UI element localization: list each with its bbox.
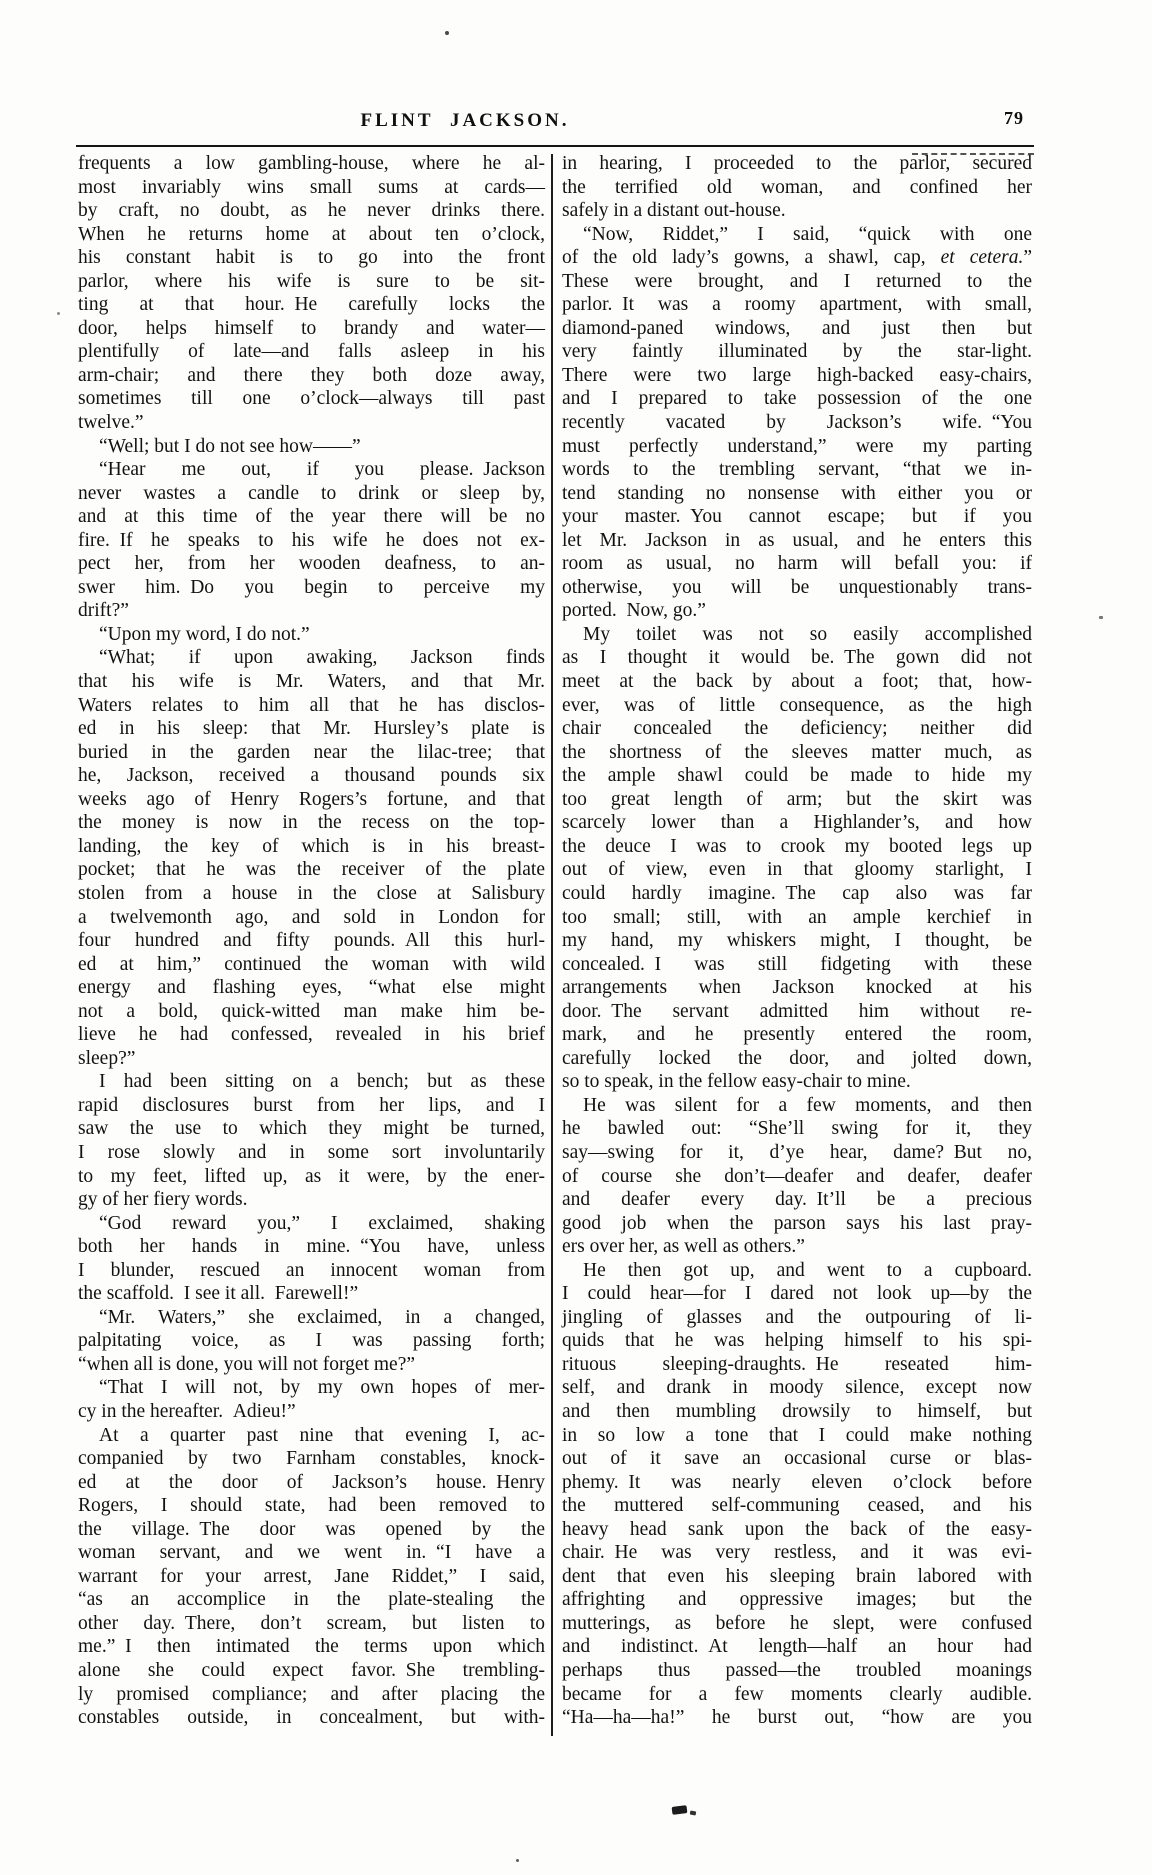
text-line: door, helps himself to brandy and water— [78,317,545,339]
text-line: ting at that hour. He carefully locks the [78,294,545,316]
text-line: arrangements when Jackson knocked at his [562,977,1032,999]
text-line: jingling of glasses and the outpouring of li- [562,1306,1032,1328]
text-line: frequents a low gambling-house, where he al- [78,153,545,174]
text-line: sleep?” [78,1047,136,1069]
text-line: tend standing no nonsense with either you or [562,482,1032,504]
text-line: parlor. It was a roomy apartment, with small, [562,294,1032,316]
text-line: dent that even his sleeping brain labored with [562,1565,1032,1587]
text-line: alone she could expect favor. She trembling- [78,1660,545,1681]
text-line: saw the use to which they might be turned, [78,1118,545,1140]
text-line: meet at the back by about a foot; that, how- [562,671,1032,693]
text-line: “Well; but I do not see how——” [99,435,361,457]
text-line: “Now, Riddet,” I said, “quick with one [583,223,1032,245]
text-line: palpitating voice, as I was passing forth; [78,1330,545,1352]
text-line: carefully locked the door, and jolted down, [562,1047,1032,1069]
text-line: let Mr. Jackson in as usual, and he enters this [562,529,1032,551]
text-line: parlor, where his wife is sure to be sit- [78,270,545,292]
text-line: pect her, from her wooden deafness, to an- [78,553,545,575]
text-line: “Ha—ha—ha!” he burst out, “how are you [562,1707,1032,1729]
text-line: gy of her fiery words. [78,1189,248,1211]
text-line: “God reward you,” I exclaimed, shaking [99,1212,545,1234]
text-line: the ample shawl could be made to hide my [562,765,1032,787]
text-line: words to the trembling servant, “that we in- [562,459,1032,481]
text-line: and indistinct. At length—half an hour had [562,1636,1032,1658]
text-line: diamond-paned windows, and just then but [562,317,1032,339]
text-line: to my feet, lifted up, as it were, by the ener- [78,1165,545,1187]
text-line: and at this time of the year there will be no [78,506,545,528]
text-line: rituous sleeping-draughts. He reseated him- [562,1353,1032,1375]
text-line: as I thought it would be. The gown did not [562,647,1032,669]
text-line: of course she don’t—deafer and deafer, deafer [562,1165,1032,1187]
text-line: swer him. Do you begin to perceive my [78,576,545,598]
text-line: chair. He was very restless, and it was evi- [562,1542,1032,1564]
ink-blot [672,1805,688,1815]
text-line: of the old lady’s gowns, a shawl, cap, et cetera.” [562,247,1032,269]
text-line: drift?” [78,600,129,622]
text-line: out of it save an occasional curse or blas- [562,1448,1032,1470]
text-line: a twelvemonth ago, and sold in London for [78,906,545,928]
text-line: say—swing for it, d’ye hear, dame? But no, [562,1141,1032,1163]
text-line: These were brought, and I returned to the [562,270,1032,292]
text-line: ed at him,” continued the woman with wild [78,953,545,975]
text-line: twelve.” [78,412,144,434]
text-line: the shortness of the sleeves matter much, as [562,741,1032,763]
text-line: I rose slowly and in some sort involuntarily [78,1141,545,1163]
text-line: too great length of arm; but the skirt was [562,788,1032,810]
text-line: most invariably wins small sums at cards— [78,176,545,198]
text-line: companied by two Farnham constables, knock- [78,1448,545,1470]
text-line: concealed. I was still fidgeting with these [562,953,1032,975]
text-line: never wastes a candle to drink or sleep by, [78,482,545,504]
text-line: “Mr. Waters,” she exclaimed, in a changed, [99,1306,545,1328]
text-line: so to speak, in the fellow easy-chair to mine. [562,1071,911,1093]
text-line: became for a few moments clearly audible. [562,1683,1032,1705]
text-line: the village. The door was opened by the [78,1518,545,1540]
right-text-column [562,152,1032,1730]
text-line: cy in the hereafter. Adieu!” [78,1400,296,1422]
text-line: Rogers, I should state, had been removed to [78,1495,545,1517]
column-divider [551,154,553,1736]
header-rule [76,145,1034,147]
text-line: scarcely lower than a Highlander’s, and how [562,812,1032,834]
left-text-column [78,152,545,1730]
text-line: four hundred and fifty pounds. All this hurl- [78,930,545,952]
text-line: and deafer every day. It’ll be a precious [562,1189,1032,1211]
text-line: weeks ago of Henry Rogers’s fortune, and that [78,788,545,810]
text-line: safely in a distant out-house. [562,200,786,222]
text-line: good job when the parson says his last pray- [562,1212,1032,1234]
text-line: stolen from a house in the close at Salisbury [78,882,545,904]
text-line: he bawled out: “She’ll swing for it, they [562,1118,1032,1140]
text-line: otherwise, you will be unquestionably trans- [562,576,1032,598]
text-line: At a quarter past nine that evening I, ac- [99,1424,545,1446]
text-line: When he returns home at about ten o’clock, [78,223,545,245]
text-line: must perfectly understand,” were my parting [562,435,1032,457]
text-line: fire. If he speaks to his wife he does not ex- [78,529,545,551]
text-line: ed in his sleep: that Mr. Hursley’s plate is [78,718,545,740]
text-line: could hardly imagine. The cap also was far [562,882,1032,904]
text-line: “when all is done, you will not forget me?” [78,1353,416,1375]
text-line: landing, the key of which is in his breast- [78,835,545,857]
text-line: sometimes till one o’clock—always till past [78,388,545,410]
text-line: plentifully of late—and falls asleep in his [78,341,545,363]
text-line: “What; if upon awaking, Jackson finds [99,647,545,669]
page-number: 79 [1004,108,1024,128]
text-line: heavy head sank upon the back of the easy- [562,1518,1032,1540]
text-line: self, and drank in moody silence, except now [562,1377,1032,1399]
text-line: I had been sitting on a bench; but as these [99,1071,545,1093]
text-line: I could hear—for I dared not look up—by the [562,1283,1032,1305]
running-title: FLINT JACKSON. [360,110,570,131]
text-line: the deuce I was to crook my booted legs up [562,835,1032,857]
ink-speck [1099,616,1103,619]
text-line: the terrified old woman, and confined her [562,176,1032,198]
text-line: ed at the door of Jackson’s house. Henry [78,1471,545,1493]
text-line: affrighting and oppressive images; but the [562,1589,1032,1611]
text-line: He then got up, and went to a cupboard. [583,1259,1032,1281]
text-line: Waters relates to him all that he has disclos- [78,694,545,716]
text-line: your master. You cannot escape; but if you [562,506,1032,528]
text-line: woman servant, and we went in. “I have a [78,1542,545,1564]
text-line: buried in the garden near the lilac-tree; that [78,741,545,763]
text-line: recently vacated by Jackson’s wife. “You [562,412,1032,434]
text-line: ever, was of little consequence, as the high [562,694,1032,716]
text-line: phemy. It was nearly eleven o’clock before [562,1471,1032,1493]
text-line: chair concealed the deficiency; neither did [562,718,1032,740]
text-line: mark, and he presently entered the room, [562,1024,1032,1046]
text-line: my hand, my whiskers might, I thought, be [562,930,1032,952]
text-line: that his wife is Mr. Waters, and that Mr. [78,671,545,693]
text-line: and then mumbling drowsily to himself, but [562,1400,1032,1422]
text-line: He was silent for a few moments, and then [583,1094,1032,1116]
text-line: arm-chair; and there they both doze away, [78,364,545,386]
text-line: me.” I then intimated the terms upon which [78,1636,545,1658]
text-line: “Hear me out, if you please. Jackson [99,459,545,481]
text-line: There were two large high-backed easy-chairs, [562,364,1032,386]
ink-blot [690,1811,697,1816]
text-line: perhaps thus passed—the troubled moanings [562,1660,1032,1681]
text-line: not a bold, quick-witted man make him be- [78,1000,545,1022]
ink-speck [516,1859,519,1862]
text-line: very faintly illuminated by the star-light. [562,341,1032,363]
text-line: room as usual, no harm will befall you: if [562,553,1032,575]
text-line: pocket; that he was the receiver of the plate [78,859,545,881]
text-line: by craft, no doubt, as he never drinks there. [78,200,545,222]
text-line: rapid disclosures burst from her lips, and I [78,1094,545,1116]
text-line: door. The servant admitted him without re- [562,1000,1032,1022]
text-line: quids that he was helping himself to his spi- [562,1330,1032,1352]
text-line: he, Jackson, received a thousand pounds six [78,765,545,787]
text-line: the money is now in the recess on the top- [78,812,545,834]
text-line: ported. Now, go.” [562,600,706,622]
text-line: warrant for your arrest, Jane Riddet,” I said, [78,1565,545,1587]
text-line: lieve he had confessed, revealed in his brief [78,1024,545,1046]
text-line: I blunder, rescued an innocent woman from [78,1259,545,1281]
text-line: his constant habit is to go into the front [78,247,545,269]
text-line: mutterings, as before he slept, were confused [562,1612,1032,1634]
text-line: “as an accomplice in the plate-stealing the [78,1589,545,1611]
text-line: “That I will not, by my own hopes of mer- [99,1377,545,1399]
text-line: ers over her, as well as others.” [562,1236,805,1258]
text-line: other day. There, don’t scream, but listen to [78,1612,545,1634]
text-line: energy and flashing eyes, “what else might [78,977,545,999]
text-line: “Upon my word, I do not.” [99,623,310,645]
text-line: the scaffold. I see it all. Farewell!” [78,1283,359,1305]
text-line: constables outside, in concealment, but with- [78,1707,545,1729]
text-line: out of view, even in that gloomy starlight, I [562,859,1032,881]
ink-speck [57,312,60,315]
text-line: too small; still, with an ample kerchief in [562,906,1032,928]
text-line: both her hands in mine. “You have, unless [78,1236,545,1258]
text-line: ly promised compliance; and after placing the [78,1683,545,1705]
ink-speck [445,31,449,35]
text-line: in so low a tone that I could make nothing [562,1424,1032,1446]
text-line: the muttered self-communing ceased, and his [562,1495,1032,1517]
text-line: in hearing, I proceeded to the parlor, secured [562,153,1032,174]
text-line: My toilet was not so easily accomplished [583,623,1032,645]
text-line: and I prepared to take possession of the one [562,388,1032,410]
